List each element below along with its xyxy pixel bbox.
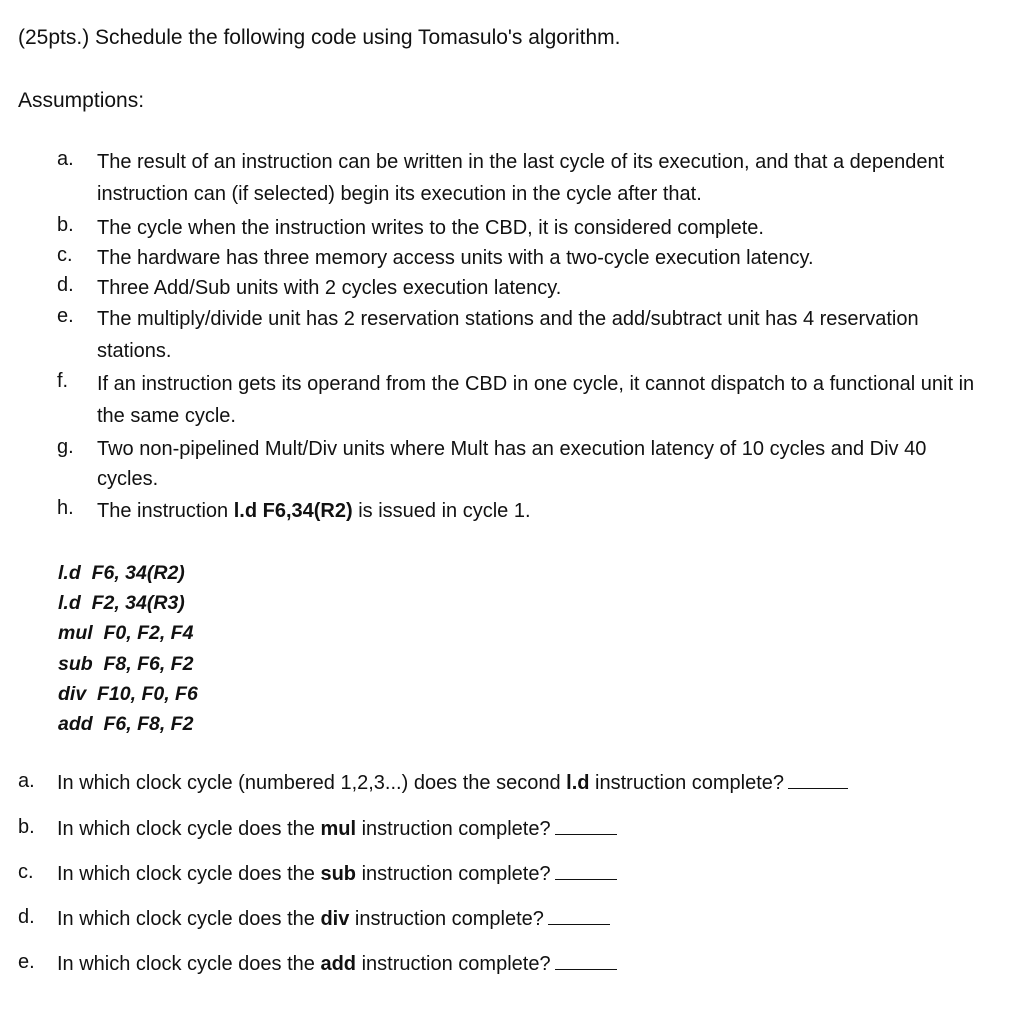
question-keyword: mul	[320, 818, 357, 840]
assumption-letter: f.	[57, 370, 69, 392]
question-item	[0, 906, 1000, 938]
assumption-text-part: is issued in cycle 1.	[352, 500, 531, 522]
assumption-letter: g.	[57, 436, 74, 458]
question-letter: e.	[18, 951, 35, 973]
assumption-instruction: l.d F6,34(R2)	[233, 500, 353, 522]
assumption-letter: d.	[57, 274, 74, 296]
assumption-text: The hardware has three memory access units with a two-cycle execution latency.	[97, 247, 814, 269]
assumption-text: If an instruction gets its operand from the CBD in one cycle, it cannot dispatch to a functional unit in the same cycle.	[97, 373, 975, 427]
answer-blank[interactable]	[555, 951, 617, 970]
page-title: (25pts.) Schedule the following code using Tomasulo's algorithm.	[18, 26, 621, 49]
assumption-letter: e.	[57, 305, 74, 327]
answer-blank[interactable]	[548, 906, 610, 925]
code-line: l.d F6, 34(R2)	[58, 562, 185, 584]
assumptions-heading: Assumptions:	[18, 89, 145, 112]
question-item	[0, 951, 1000, 983]
question-text	[57, 906, 610, 931]
question-text-part: instruction complete?	[356, 818, 551, 840]
assumption-letter: a.	[57, 148, 74, 170]
question-text-part: In which clock cycle (numbered 1,2,3...) does the second	[57, 772, 567, 794]
code-line: mul F0, F2, F4	[58, 622, 194, 645]
question-text-part: In which clock cycle does the	[57, 818, 321, 840]
code-line: add F6, F8, F2	[58, 713, 194, 736]
question-text-part: instruction complete?	[349, 908, 544, 930]
question-text	[57, 816, 617, 841]
code-line: div F10, F0, F6	[58, 682, 198, 705]
answer-blank[interactable]	[555, 861, 617, 880]
question-letter: c.	[18, 861, 34, 883]
question-text	[57, 951, 617, 976]
question-item	[0, 770, 1000, 802]
assumption-letter: h.	[57, 497, 74, 519]
answer-blank[interactable]	[788, 770, 848, 789]
assumption-text: Three Add/Sub units with 2 cycles execution latency.	[97, 277, 562, 299]
code-listing	[58, 558, 198, 739]
question-text-part: In which clock cycle does the	[57, 908, 321, 930]
assumption-text	[97, 495, 987, 527]
assumption-text: The multiply/divide unit has 2 reservation stations and the add/subtract unit has 4 reservation stations.	[97, 308, 919, 362]
question-text-part: instruction complete?	[589, 772, 785, 794]
question-keyword: div	[320, 908, 350, 930]
assumption-text-part: The instruction	[97, 500, 234, 522]
answer-blank[interactable]	[555, 816, 617, 835]
question-letter: d.	[18, 906, 35, 928]
question-letter: b.	[18, 816, 35, 838]
question-keyword: sub	[320, 863, 357, 885]
assumption-text: The result of an instruction can be written in the last cycle of its execution, and that a dependent instruction can (if selected) begin its execution in the cycle after that.	[97, 151, 945, 205]
question-keyword: add	[320, 953, 357, 975]
question-letter: a.	[18, 770, 35, 792]
question-text	[57, 770, 848, 795]
assumption-letter: b.	[57, 214, 74, 236]
question-item	[0, 816, 1000, 848]
code-line: sub F8, F6, F2	[58, 652, 194, 675]
question-text	[57, 861, 617, 886]
code-line: l.d F2, 34(R3)	[58, 592, 185, 615]
question-text-part: instruction complete?	[356, 953, 551, 975]
assumption-letter: c.	[57, 244, 73, 266]
question-text-part: In which clock cycle does the	[57, 863, 321, 885]
question-text-part: instruction complete?	[356, 863, 551, 885]
assumption-text: The cycle when the instruction writes to the CBD, it is considered complete.	[97, 217, 764, 239]
question-item	[0, 861, 1000, 893]
assumption-text: Two non-pipelined Mult/Div units where Mult has an execution latency of 10 cycles and Div 40 cycles.	[97, 438, 927, 490]
question-text-part: In which clock cycle does the	[57, 953, 321, 975]
question-keyword: l.d	[566, 772, 590, 794]
